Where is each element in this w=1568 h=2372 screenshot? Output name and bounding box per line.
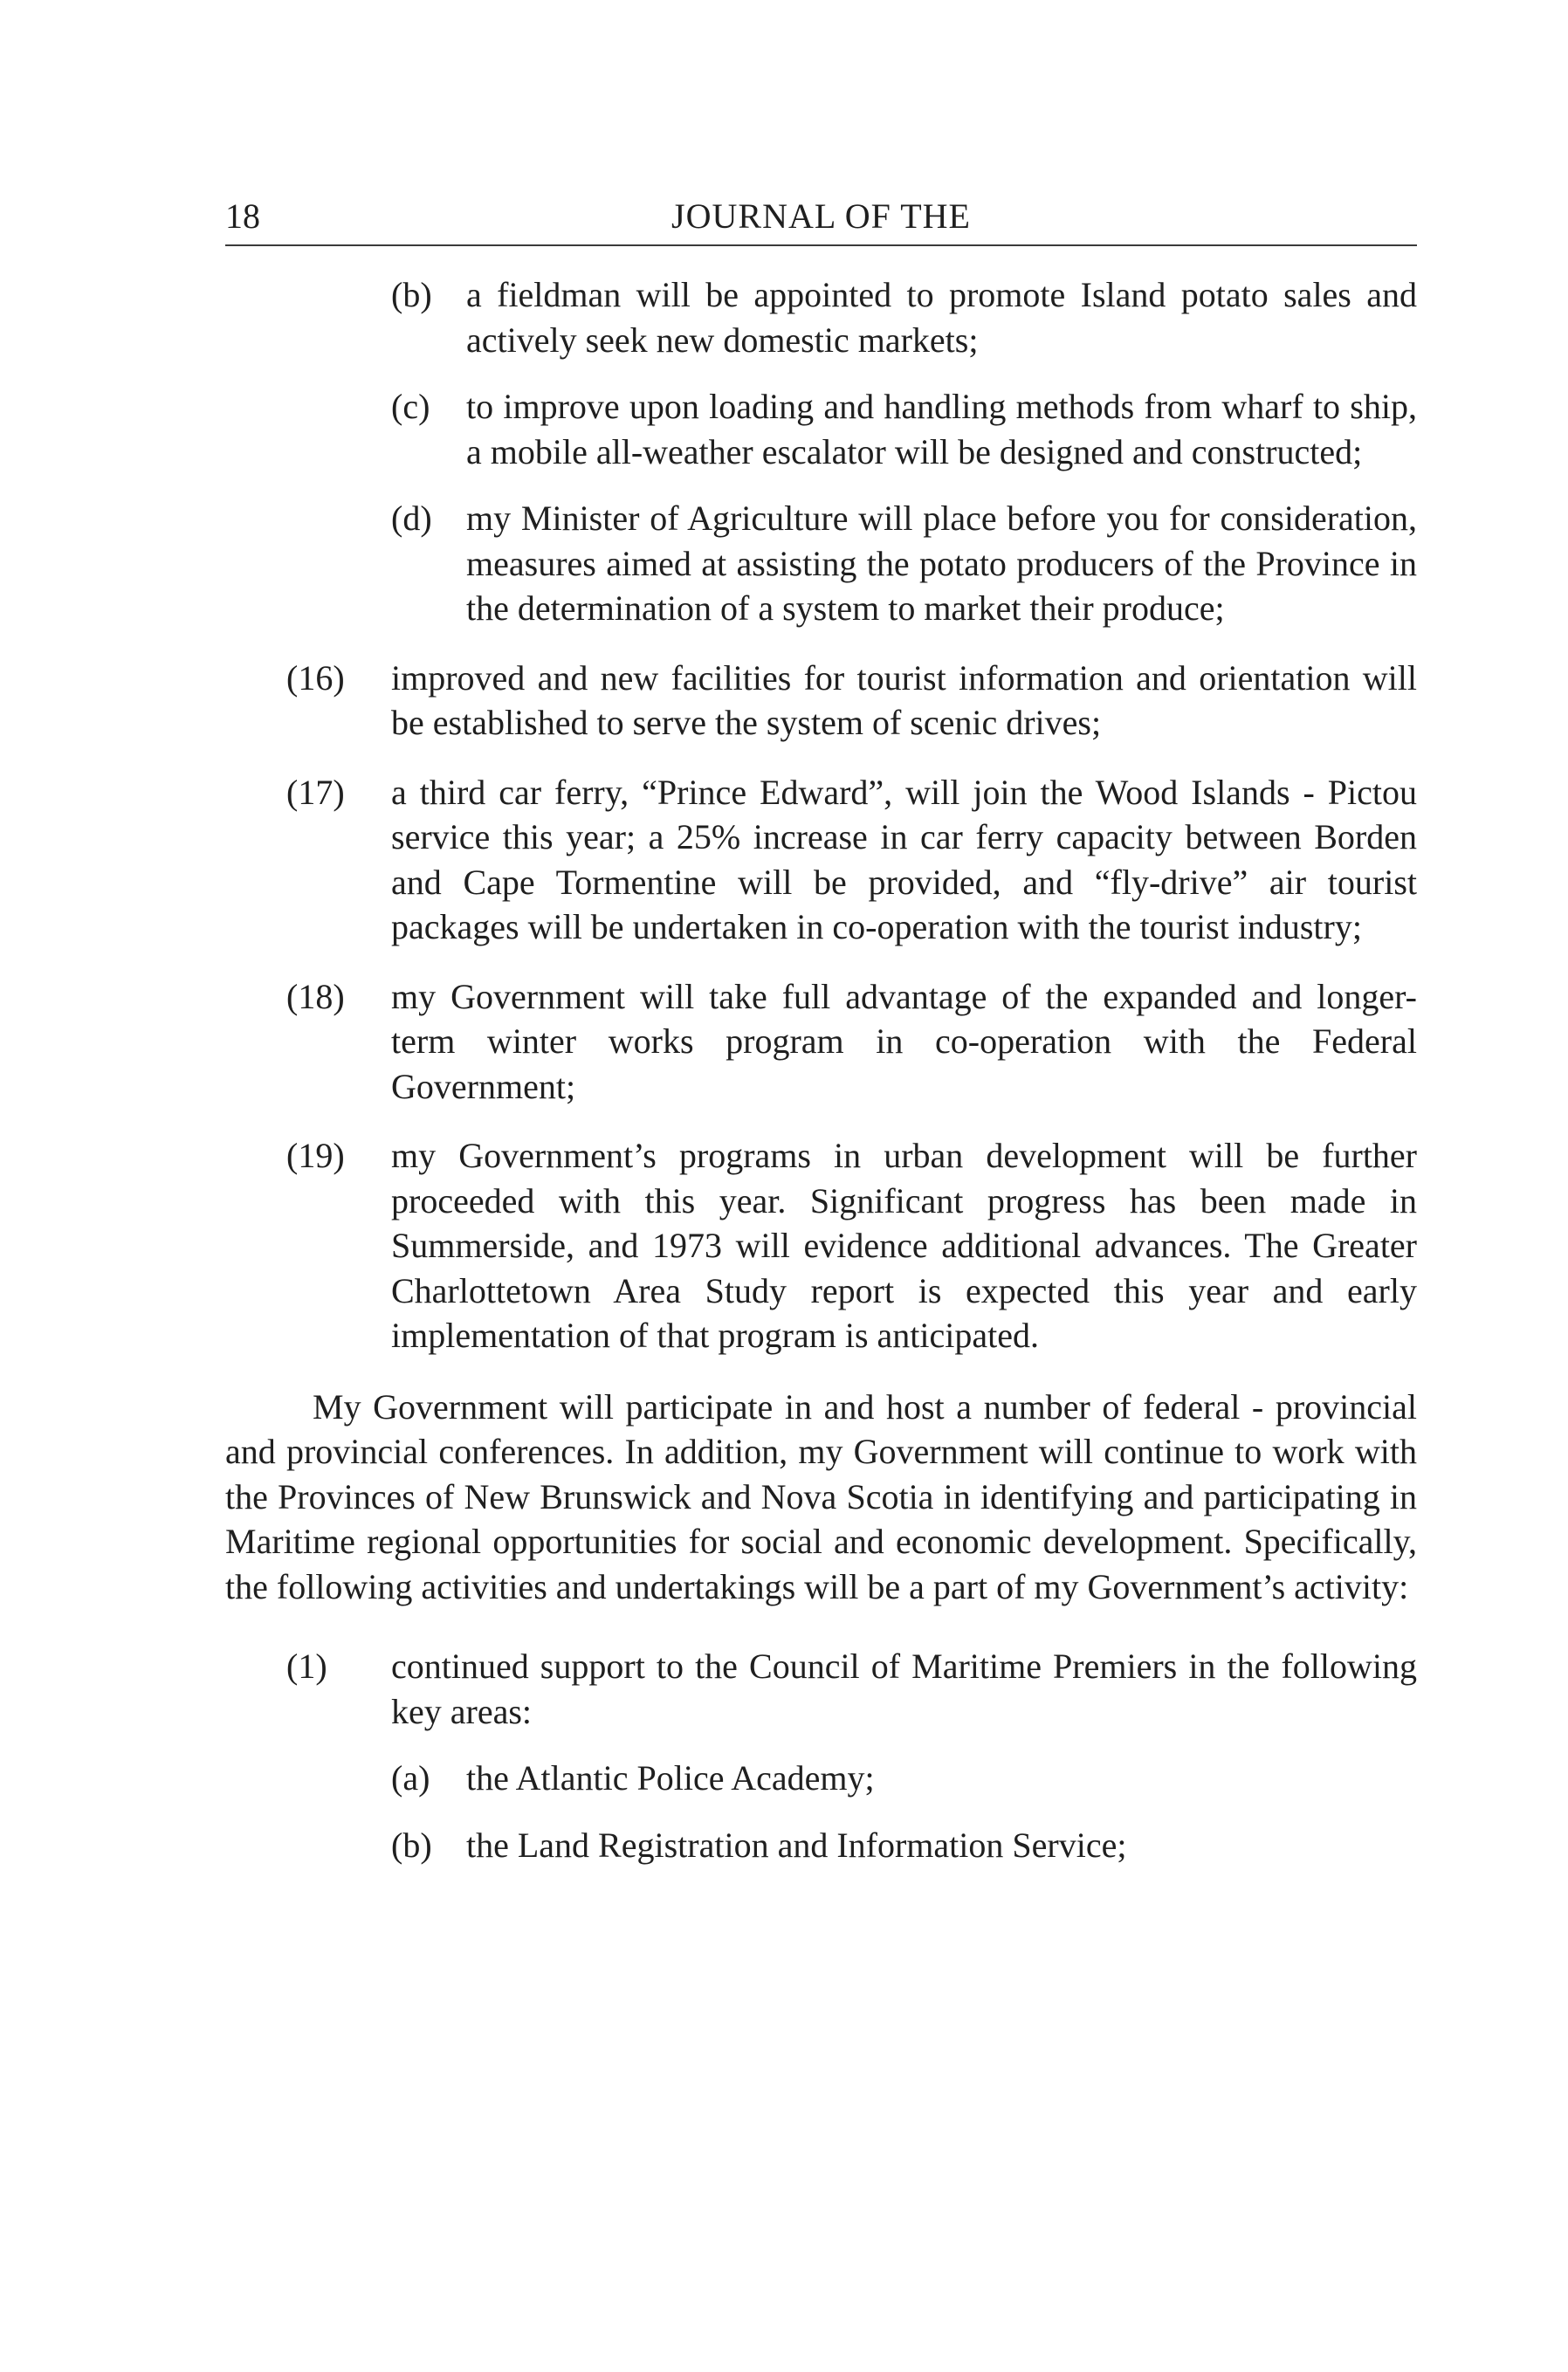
item-text: improved and new facilities for tourist information and orientation will be established to serve the system of scenic drives; [391,657,1417,742]
list-item [225,1133,1417,1358]
list-item [225,770,1417,950]
item-marker: (b) [391,275,432,314]
item-marker: (c) [391,387,430,426]
item-marker: (a) [391,1758,430,1798]
header-rule [225,244,1417,246]
body-text [225,272,1417,1867]
list-item [225,974,1417,1110]
list-item [225,1644,1417,1734]
item-text: my Government’s programs in urban development will be further proceeded with this year. Significant progress has been made in Summerside, and 1973 will evidence additional advances. The Greater Charlottetown Area Study report is expected this year and early implementation of that program is anticipated. [391,1136,1417,1355]
page-number: 18 [225,196,260,236]
item-marker: (d) [391,498,432,538]
item-text: a third car ferry, “Prince Edward”, will join the Wood Islands - Pictou service this year; a 25% increase in car ferry capacity between Borden and Cape Tormentine will be provided, and “fly-drive” air tourist packages will be undertaken in co-operation with the tourist industry; [391,772,1417,946]
item-text: to improve upon loading and handling methods from wharf to ship, a mobile all-weather escalator will be designed and constructed; [466,387,1417,471]
item-marker: (16) [286,657,345,698]
item-text: my Minister of Agriculture will place before you for consideration, measures aimed at assisting the potato producers of the Province in the determination of a system to market their produce; [466,498,1417,628]
list-item [225,384,1417,474]
item-text: continued support to the Council of Maritime Premiers in the following key areas: [391,1647,1417,1731]
list-item [225,1756,1417,1801]
body-paragraph: My Government will participate in and host a number of federal - provincial and provincial conferences. In addition, my Government will continue to work with the Provinces of New Brunswick and Nova Scotia in identifying and participating in Maritime regional opportunities for social and economic development. Specifically, the following activities and undertakings will be a part of my Government’s activity: [225,1386,1417,1606]
list-item [225,272,1417,362]
list-item [225,1823,1417,1868]
item-marker: (19) [286,1136,345,1175]
page-header [225,190,1417,243]
list-item [225,496,1417,631]
item-marker: (b) [391,1825,432,1865]
item-text: my Government will take full advantage of the expanded and longer-term winter works program in co-operation with the Federal Government; [391,976,1417,1106]
item-text: a fieldman will be appointed to promote Island potato sales and actively seek new domestic markets; [466,275,1417,360]
item-marker: (18) [286,976,345,1016]
list-item [225,656,1417,746]
item-text: the Land Registration and Information Service; [466,1825,1127,1865]
item-text: the Atlantic Police Academy; [466,1758,875,1798]
running-head: JOURNAL OF THE [671,196,971,236]
item-marker: (17) [286,772,345,812]
item-marker: (1) [286,1647,327,1686]
